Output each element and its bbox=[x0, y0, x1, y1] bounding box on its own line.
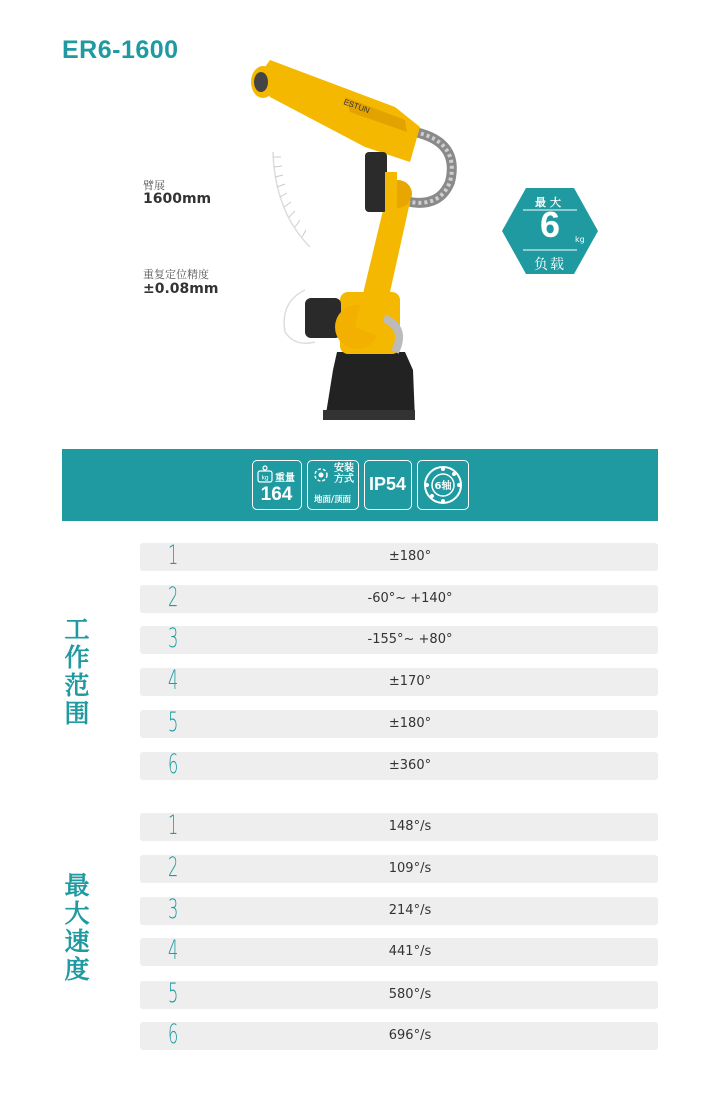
ip-feature bbox=[364, 460, 412, 510]
axis-index: 3 bbox=[168, 623, 179, 654]
mount-label: 安装方式 bbox=[334, 463, 354, 485]
weight-value: 164 bbox=[260, 484, 293, 505]
axis-index: 2 bbox=[168, 852, 179, 883]
axis-speed-value: 214°/s bbox=[388, 903, 432, 918]
repeatability-value: ±0.08mm bbox=[143, 281, 219, 297]
reach-label: 臂展 bbox=[143, 179, 165, 192]
mount-value: 地面/顶面 bbox=[313, 495, 352, 505]
axis-range-value: ±170° bbox=[388, 674, 432, 689]
axis-index: 6 bbox=[168, 1019, 179, 1050]
axis-index: 1 bbox=[168, 810, 179, 841]
axes-feature bbox=[417, 460, 469, 510]
payload-unit: kg bbox=[575, 235, 585, 244]
repeatability-label: 重复定位精度 bbox=[143, 268, 209, 281]
weight-feature bbox=[252, 460, 302, 510]
working-range-row bbox=[140, 665, 658, 696]
mount-feature bbox=[307, 460, 359, 510]
max-speed-row bbox=[140, 810, 658, 841]
max-speed-title: 最大速度 bbox=[64, 871, 90, 984]
working-range-row bbox=[140, 582, 658, 613]
axis-ring-icon bbox=[422, 464, 464, 506]
kg-weight-icon bbox=[257, 465, 273, 483]
max-speed-row bbox=[140, 852, 658, 883]
working-range-row bbox=[140, 623, 658, 654]
reach-value: 1600mm bbox=[143, 191, 212, 207]
axis-range-value: ±180° bbox=[388, 549, 432, 564]
axis-index: 3 bbox=[168, 894, 179, 925]
axis-range-value: -155°~ +80° bbox=[367, 632, 453, 647]
axis-speed-value: 696°/s bbox=[388, 1028, 432, 1043]
axis-range-value: ±180° bbox=[388, 716, 432, 731]
payload-bottom-label: 负载 bbox=[534, 257, 566, 273]
working-range-row bbox=[140, 540, 658, 571]
payload-top-label: 最大 bbox=[535, 196, 565, 209]
max-speed-row bbox=[140, 935, 658, 966]
install-gear-icon bbox=[312, 466, 330, 484]
axis-speed-value: 148°/s bbox=[388, 819, 432, 834]
axis-index: 1 bbox=[168, 540, 179, 571]
payload-value: 6 bbox=[539, 204, 561, 245]
axis-range-value: -60°~ +140° bbox=[367, 591, 453, 606]
ip-rating: IP54 bbox=[368, 474, 407, 494]
kg-unit: kg bbox=[261, 474, 269, 482]
max-speed-row bbox=[140, 894, 658, 925]
axis-index: 4 bbox=[168, 665, 179, 696]
working-range-title: 工作范围 bbox=[64, 615, 90, 728]
axis-index: 5 bbox=[168, 707, 179, 738]
working-range-row bbox=[140, 707, 658, 738]
feature-band bbox=[62, 449, 658, 521]
axis-speed-value: 580°/s bbox=[388, 987, 432, 1002]
max-speed-row bbox=[140, 978, 658, 1009]
model-title: ER6-1600 bbox=[62, 36, 179, 64]
axis-range-value: ±360° bbox=[388, 758, 432, 773]
axis-speed-value: 441°/s bbox=[388, 944, 432, 959]
weight-label: 重量 bbox=[275, 473, 295, 484]
axis-index: 4 bbox=[168, 935, 179, 966]
payload-badge bbox=[501, 186, 599, 276]
axis-index: 5 bbox=[168, 978, 179, 1009]
axes-value: 6轴 bbox=[434, 481, 452, 492]
working-range-row bbox=[140, 749, 658, 780]
max-speed-row bbox=[140, 1019, 658, 1050]
robot-logo: ESTUN bbox=[342, 97, 371, 116]
axis-index: 2 bbox=[168, 582, 179, 613]
axis-speed-value: 109°/s bbox=[388, 861, 432, 876]
axis-index: 6 bbox=[168, 749, 179, 780]
robot-arm-image bbox=[245, 52, 480, 424]
